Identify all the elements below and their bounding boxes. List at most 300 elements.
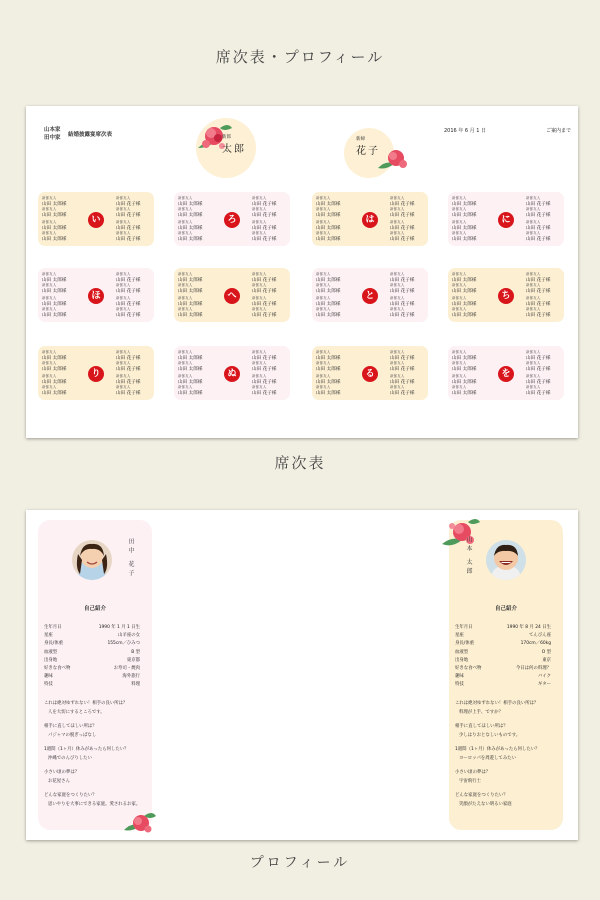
guest-role: 新郎友人: [42, 272, 57, 276]
guest-role: 新郎友人: [316, 207, 331, 211]
guest-name: 山田 太郎様: [452, 379, 477, 385]
guest-seat: [42, 196, 66, 207]
guest-seat: [116, 361, 140, 372]
guest-seat: [316, 283, 340, 294]
guest-name: 山田 太郎様: [452, 312, 477, 318]
guest-seat: [452, 296, 476, 307]
profile-row: [44, 649, 140, 655]
guest-role: 新郎友人: [390, 350, 405, 354]
profile-value: 1990 年 1 月 1 日生: [98, 625, 140, 630]
guest-seat: [178, 307, 202, 318]
seating-table: [38, 346, 154, 400]
guest-name: 山田 太郎様: [316, 355, 341, 361]
guest-seat: [178, 220, 202, 231]
guest-name: 山田 花子様: [252, 288, 277, 294]
guest-role: 新郎友人: [526, 283, 541, 287]
section-title-seating: 席次表: [274, 454, 326, 472]
guest-name: 山田 太郎様: [42, 212, 67, 218]
guest-name: 山田 太郎様: [316, 379, 341, 385]
table-mark: る: [362, 366, 378, 382]
guest-name: 山田 花子様: [116, 201, 141, 207]
guest-seat: [390, 350, 414, 361]
qa-answer: 思いやりを大事にできる家庭。愛されるお家。: [48, 802, 141, 807]
guest-seat: [452, 231, 476, 242]
guest-role: 新郎友人: [390, 374, 405, 378]
guest-role: 新郎友人: [452, 196, 467, 200]
guest-name: 山田 太郎様: [452, 355, 477, 361]
guest-role: 新郎友人: [316, 361, 331, 365]
guest-name: 山田 太郎様: [178, 366, 203, 372]
seating-table: [312, 268, 428, 322]
profile-value: 今日は何の料理？: [515, 666, 551, 671]
guest-name: 山田 太郎様: [178, 201, 203, 207]
guest-name: 山田 花子様: [252, 277, 277, 283]
guest-role: 新郎友人: [316, 350, 331, 354]
profile-key: 血液型: [44, 649, 58, 655]
guest-name: 山田 花子様: [252, 379, 277, 385]
profile-key: 星座: [44, 633, 53, 639]
profile-sheet: [26, 510, 578, 840]
profile-key: 身長/体重: [455, 641, 475, 647]
guest-name: 山田 花子様: [526, 225, 551, 231]
guest-name: 山田 花子様: [116, 288, 141, 294]
guest-name: 山田 花子様: [526, 236, 551, 242]
guest-name: 山田 太郎様: [42, 355, 67, 361]
seating-table: [448, 268, 564, 322]
guest-name: 山田 花子様: [116, 366, 141, 372]
guest-role: 新郎友人: [452, 350, 467, 354]
guest-seat: [42, 374, 66, 385]
qa-question: 1週間（1ヶ月）休みがあったら何したい？: [455, 747, 540, 752]
guest-name: 山田 花子様: [390, 225, 415, 231]
guest-seat: [526, 307, 550, 318]
guest-role: 新郎友人: [178, 231, 193, 235]
guest-role: 新郎友人: [42, 307, 57, 311]
seating-heading: 結婚披露宴席次表: [68, 132, 113, 138]
guest-seat: [316, 361, 340, 372]
profile-row: [455, 640, 551, 646]
guest-name: 山田 太郎様: [178, 390, 203, 396]
profile-value: 1990 年 8 月 24 日生: [506, 625, 551, 630]
guest-name: 山田 花子様: [116, 212, 141, 218]
table-mark: と: [362, 288, 378, 304]
guest-role: 新郎友人: [252, 385, 267, 389]
qa-answer: 沖縄でのんびりしたい: [48, 756, 92, 761]
guest-seat: [178, 361, 202, 372]
guest-role: 新郎友人: [116, 296, 131, 300]
guest-role: 新郎友人: [252, 361, 267, 365]
guest-name: 山田 太郎様: [178, 277, 203, 283]
guest-role: 新郎友人: [252, 296, 267, 300]
guest-seat: [526, 361, 550, 372]
guest-name: 山田 太郎様: [42, 366, 67, 372]
guest-name: 山田 太郎様: [42, 301, 67, 307]
guest-name: 山田 花子様: [526, 301, 551, 307]
guest-seat: [316, 272, 340, 283]
profile-row: [455, 665, 551, 671]
guest-role: 新郎友人: [452, 385, 467, 389]
peony-flower-icon: [376, 146, 412, 176]
guest-seat: [178, 385, 202, 396]
table-mark: を: [498, 366, 514, 382]
guest-role: 新郎友人: [42, 385, 57, 389]
guest-seat: [452, 350, 476, 361]
guest-role: 新郎友人: [452, 361, 467, 365]
profile-row: [455, 649, 551, 655]
guest-name: 山田 花子様: [526, 379, 551, 385]
guest-name: 山田 花子様: [526, 366, 551, 372]
bride-role: 新婦: [356, 137, 365, 142]
guest-seat: [252, 385, 276, 396]
guest-name: 山田 太郎様: [42, 379, 67, 385]
guest-name: 山田 花子様: [116, 301, 141, 307]
guest-seat: [116, 272, 140, 283]
profile-key: 特技: [455, 682, 464, 688]
guest-seat: [42, 385, 66, 396]
guest-seat: [452, 374, 476, 385]
guest-seat: [116, 307, 140, 318]
guest-name: 山田 太郎様: [316, 301, 341, 307]
guest-role: 新郎友人: [252, 283, 267, 287]
profile-row: [44, 624, 140, 630]
guest-role: 新郎友人: [316, 374, 331, 378]
guest-role: 新郎友人: [252, 207, 267, 211]
guest-name: 山田 太郎様: [452, 390, 477, 396]
guest-seat: [316, 374, 340, 385]
guest-role: 新郎友人: [526, 374, 541, 378]
guest-seat: [526, 296, 550, 307]
guest-role: 新郎友人: [316, 283, 331, 287]
guest-seat: [390, 361, 414, 372]
guest-name: 山田 太郎様: [452, 277, 477, 283]
qa-question: どんな家庭をつくりたい？: [44, 793, 97, 798]
guest-role: 新郎友人: [252, 307, 267, 311]
guest-role: 新郎友人: [178, 307, 193, 311]
guest-seat: [178, 207, 202, 218]
guest-role: 新郎友人: [316, 385, 331, 389]
guest-role: 新郎友人: [178, 272, 193, 276]
guest-name: 山田 太郎様: [452, 366, 477, 372]
guest-seat: [178, 196, 202, 207]
guest-seat: [252, 272, 276, 283]
seating-table: [174, 192, 290, 246]
guest-name: 山田 太郎様: [42, 225, 67, 231]
guest-name: 山田 花子様: [116, 236, 141, 242]
guest-seat: [316, 385, 340, 396]
profile-row: [44, 640, 140, 646]
guest-seat: [178, 350, 202, 361]
bride-name-text: 花子: [356, 146, 380, 157]
guest-seat: [316, 307, 340, 318]
profile-value: お寿司・焼肉: [113, 666, 140, 671]
guest-name: 山田 花子様: [390, 390, 415, 396]
qa-answer: パジャマの脱ぎっぱなし: [48, 733, 97, 738]
guest-role: 新郎友人: [526, 272, 541, 276]
guest-role: 新郎友人: [390, 361, 405, 365]
guest-name: 山田 太郎様: [316, 366, 341, 372]
profile-row: [44, 657, 140, 663]
profile-value: 東京都: [126, 657, 140, 663]
profile-key: 生年月日: [455, 625, 473, 630]
profile-value: バイク: [537, 674, 551, 680]
seating-table: [174, 346, 290, 400]
guest-seat: [252, 374, 276, 385]
guest-role: 新郎友人: [526, 385, 541, 389]
guest-name: 山田 花子様: [116, 225, 141, 231]
guest-name: 山田 花子様: [526, 201, 551, 207]
guest-role: 新郎友人: [116, 283, 131, 287]
guest-name: 山田 花子様: [390, 301, 415, 307]
guest-role: 新郎友人: [178, 207, 193, 211]
guest-seat: [116, 207, 140, 218]
family-names: [44, 126, 61, 142]
guest-name: 山田 花子様: [526, 390, 551, 396]
seating-table: [38, 192, 154, 246]
guest-seat: [452, 207, 476, 218]
profile-value: 海外旅行: [122, 674, 140, 680]
guest-seat: [452, 220, 476, 231]
guest-seat: [42, 307, 66, 318]
guest-name: 山田 花子様: [116, 379, 141, 385]
guest-seat: [390, 231, 414, 242]
guest-seat: [252, 207, 276, 218]
guest-seat: [252, 283, 276, 294]
profile-key: 生年月日: [44, 625, 62, 630]
guest-role: 新郎友人: [452, 207, 467, 211]
qa-answer: 料理が上手、ですか？: [459, 710, 503, 715]
guest-role: 新郎友人: [116, 196, 131, 200]
guest-name: 山田 太郎様: [178, 312, 203, 318]
guest-seat: [526, 350, 550, 361]
guest-seat: [252, 361, 276, 372]
guest-name: 山田 太郎様: [178, 236, 203, 242]
profile-key: 出身地: [455, 657, 469, 663]
guest-name: 山田 花子様: [390, 201, 415, 207]
guest-name: 山田 花子様: [116, 277, 141, 283]
profile-value: てんびん座: [529, 633, 551, 639]
guest-name: 山田 太郎様: [316, 390, 341, 396]
guest-role: 新郎友人: [452, 374, 467, 378]
wedding-date: 2016 年 6 月 1 日: [444, 128, 487, 134]
guest-seat: [390, 283, 414, 294]
table-mark: ほ: [88, 288, 104, 304]
guest-role: 新郎友人: [316, 196, 331, 200]
seating-chart-sheet: [26, 106, 578, 438]
guest-name: 山田 太郎様: [178, 288, 203, 294]
guest-name: 山田 太郎様: [452, 301, 477, 307]
guest-name: 山田 花子様: [390, 379, 415, 385]
guest-role: 新郎友人: [452, 307, 467, 311]
guest-seat: [316, 296, 340, 307]
qa-answer: お花屋さん: [48, 779, 70, 784]
guest-role: 新郎友人: [526, 207, 541, 211]
qa-answer: 人を大切にするところです。: [48, 710, 105, 715]
guest-name: 山田 太郎様: [178, 212, 203, 218]
guest-role: 新郎友人: [452, 220, 467, 224]
guest-name: 山田 花子様: [390, 312, 415, 318]
guest-seat: [42, 296, 66, 307]
qa-answer: 少しはりおとなしいものです。: [459, 733, 521, 738]
guest-name: 山田 花子様: [252, 390, 277, 396]
table-mark: に: [498, 212, 514, 228]
qa-question: これは絶対ゆずれない！相手の良い所は？: [455, 701, 539, 706]
guest-seat: [452, 283, 476, 294]
guest-name: 山田 太郎様: [316, 225, 341, 231]
profile-row: [455, 681, 551, 687]
guest-seat: [526, 220, 550, 231]
peony-flower-icon: [122, 810, 158, 838]
profile-row: [44, 681, 140, 687]
guest-role: 新郎友人: [42, 196, 57, 200]
guest-seat: [526, 207, 550, 218]
table-mark: り: [88, 366, 104, 382]
guest-role: 新郎友人: [316, 231, 331, 235]
guest-seat: [116, 220, 140, 231]
guest-name: 山田 太郎様: [452, 225, 477, 231]
profile-key: 趣味: [44, 674, 53, 680]
table-mark: い: [88, 212, 104, 228]
profile-value: ギター: [537, 682, 551, 688]
guest-seat: [452, 361, 476, 372]
guest-name: 山田 太郎様: [316, 277, 341, 283]
table-mark: ぬ: [224, 366, 240, 382]
guest-name: 山田 花子様: [252, 301, 277, 307]
qa-question: これは絶対ゆずれない！相手の良い所は？: [44, 701, 128, 706]
profile-row: [455, 624, 551, 630]
enclosed-note: ご案内まで: [546, 128, 572, 134]
bride-profile-name: 田中 花子: [127, 538, 134, 579]
guest-name: 山田 太郎様: [42, 277, 67, 283]
qa-answer: 宇宙飛行士: [459, 779, 481, 784]
guest-role: 新郎友人: [390, 196, 405, 200]
table-mark: へ: [224, 288, 240, 304]
guest-name: 山田 太郎様: [178, 355, 203, 361]
seating-table: [312, 346, 428, 400]
bride-intro-title: 自己紹介: [83, 606, 106, 612]
guest-role: 新郎友人: [526, 350, 541, 354]
guest-role: 新郎友人: [252, 231, 267, 235]
guest-role: 新郎友人: [390, 296, 405, 300]
guest-role: 新郎友人: [42, 296, 57, 300]
profile-row: [44, 632, 140, 638]
guest-seat: [178, 283, 202, 294]
groom-profile-name: 山本 太郎: [465, 536, 472, 577]
bride-name: [356, 136, 380, 157]
guest-seat: [526, 283, 550, 294]
guest-role: 新郎友人: [390, 231, 405, 235]
seating-table: [312, 192, 428, 246]
guest-seat: [116, 296, 140, 307]
guest-seat: [42, 220, 66, 231]
guest-seat: [390, 385, 414, 396]
guest-name: 山田 太郎様: [178, 301, 203, 307]
guest-seat: [316, 350, 340, 361]
guest-seat: [526, 272, 550, 283]
guest-name: 山田 花子様: [526, 355, 551, 361]
guest-role: 新郎友人: [178, 196, 193, 200]
profile-value: 170cm／60kg: [520, 641, 551, 647]
guest-seat: [316, 196, 340, 207]
qa-question: 小さい頃の夢は？: [44, 770, 80, 775]
groom-avatar: [486, 540, 526, 580]
bride-avatar: [72, 540, 112, 580]
guest-seat: [526, 196, 550, 207]
guest-name: 山田 太郎様: [42, 201, 67, 207]
groom-role: 新郎: [222, 135, 231, 140]
qa-answer: ヨーロッパを周遊してみたい: [459, 756, 516, 761]
guest-name: 山田 花子様: [252, 236, 277, 242]
guest-seat: [252, 196, 276, 207]
guest-name: 山田 太郎様: [316, 201, 341, 207]
guest-role: 新郎友人: [526, 220, 541, 224]
guest-seat: [42, 272, 66, 283]
profile-key: 血液型: [455, 649, 469, 655]
guest-role: 新郎友人: [116, 272, 131, 276]
qa-question: 小さい頃の夢は？: [455, 770, 491, 775]
guest-role: 新郎友人: [116, 361, 131, 365]
guest-name: 山田 花子様: [390, 236, 415, 242]
guest-name: 山田 花子様: [116, 390, 141, 396]
guest-seat: [316, 207, 340, 218]
profile-value: 155cm／ひみつ: [107, 641, 140, 647]
profile-row: [44, 665, 140, 671]
profile-value: 山羊座の女: [118, 633, 140, 639]
profile-row: [455, 673, 551, 679]
guest-seat: [316, 220, 340, 231]
guest-seat: [42, 350, 66, 361]
profile-key: 特技: [44, 682, 53, 688]
guest-role: 新郎友人: [42, 361, 57, 365]
guest-name: 山田 花子様: [116, 312, 141, 318]
profile-value: 東京: [542, 657, 551, 663]
guest-seat: [178, 272, 202, 283]
guest-role: 新郎友人: [178, 296, 193, 300]
table-mark: は: [362, 212, 378, 228]
guest-role: 新郎友人: [252, 272, 267, 276]
guest-seat: [116, 385, 140, 396]
guest-name: 山田 花子様: [526, 312, 551, 318]
peony-flower-icon: [440, 514, 482, 554]
guest-role: 新郎友人: [116, 231, 131, 235]
seating-table: [38, 268, 154, 322]
qa-question: 1週間（1ヶ月）休みがあったら何したい？: [44, 747, 129, 752]
profile-key: 出身地: [44, 657, 58, 663]
guest-name: 山田 花子様: [252, 201, 277, 207]
guest-role: 新郎友人: [316, 220, 331, 224]
guest-role: 新郎友人: [452, 296, 467, 300]
guest-name: 山田 太郎様: [452, 212, 477, 218]
guest-role: 新郎友人: [526, 296, 541, 300]
guest-seat: [42, 231, 66, 242]
guest-role: 新郎友人: [178, 361, 193, 365]
profile-row: [455, 632, 551, 638]
guest-name: 山田 花子様: [390, 366, 415, 372]
guest-seat: [42, 207, 66, 218]
family-name-groom: 山本家: [44, 127, 61, 133]
guest-name: 山田 花子様: [390, 355, 415, 361]
guest-name: 山田 花子様: [116, 355, 141, 361]
guest-role: 新郎友人: [42, 350, 57, 354]
guest-name: 山田 花子様: [390, 288, 415, 294]
guest-seat: [178, 296, 202, 307]
guest-role: 新郎友人: [42, 374, 57, 378]
guest-name: 山田 太郎様: [452, 236, 477, 242]
guest-name: 山田 太郎様: [316, 212, 341, 218]
guest-seat: [116, 350, 140, 361]
guest-role: 新郎友人: [252, 350, 267, 354]
qa-question: 相手に直してほしい所は？: [44, 724, 97, 729]
guest-seat: [390, 196, 414, 207]
